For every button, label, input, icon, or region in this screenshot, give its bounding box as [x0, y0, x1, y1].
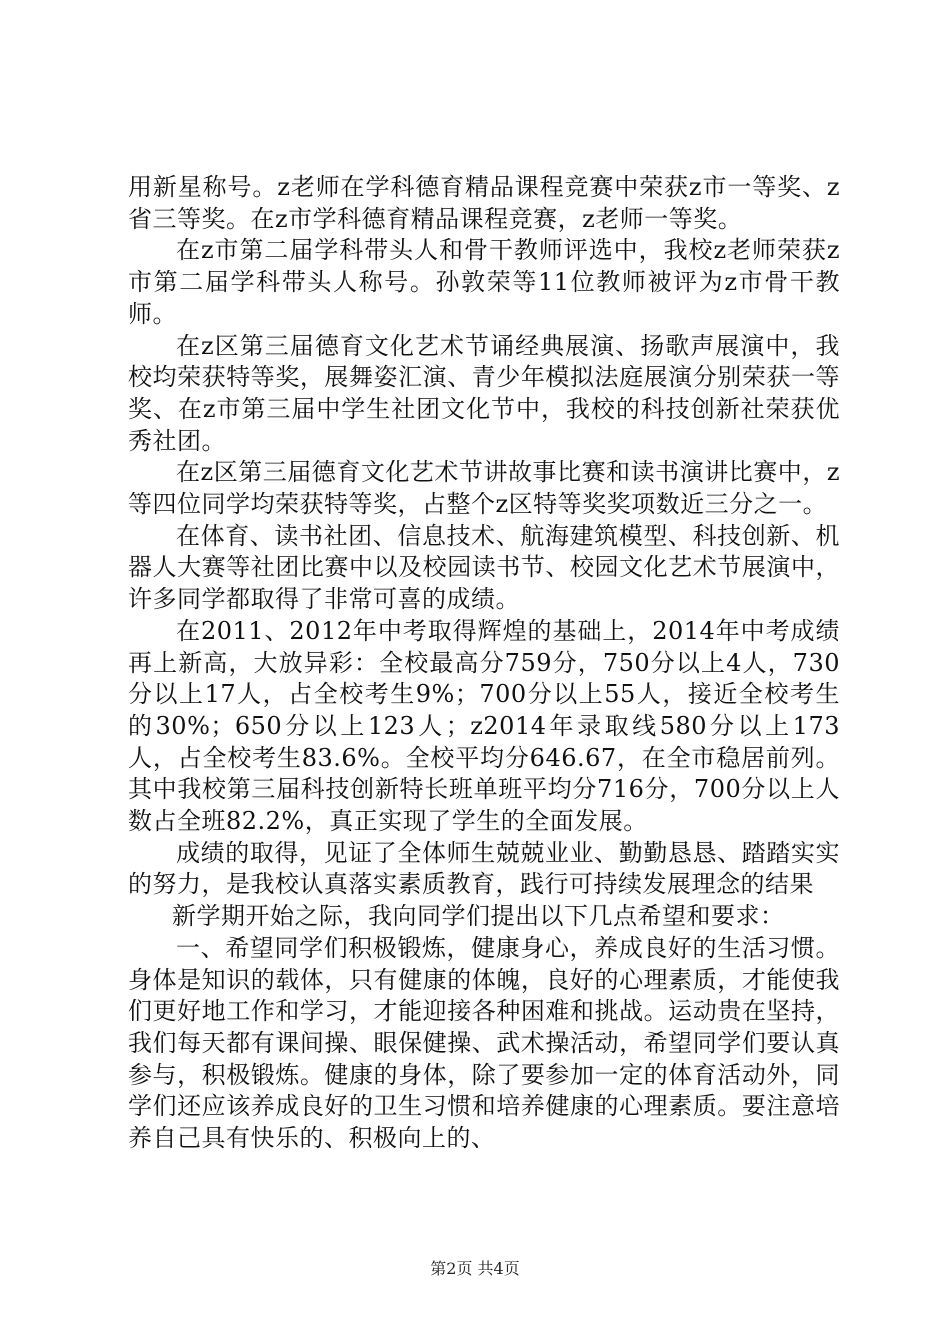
paragraph-4: 在z区第三届德育文化艺术节讲故事比赛和读书演讲比赛中，z等四位同学均荣获特等奖，占整个z区特等奖奖项数近三分之一。 [128, 458, 840, 519]
paragraph-1: 用新星称号。z老师在学科德育精品课程竞赛中荣获z市一等奖、z省三等奖。在z市学科德育精品课程竞赛，z老师一等奖。 [128, 173, 840, 233]
paragraph-7: 成绩的取得，见证了全体师生兢兢业业、勤勤恳恳、踏踏实实的努力，是我校认真落实素质教育，践行可持续发展理念的结果 [128, 838, 840, 899]
paragraph-2: 在z市第二届学科带头人和骨干教师评选中，我校z老师荣获z市第二届学科带头人称号。孙敦荣等11位教师被评为z市骨干教师。 [128, 236, 840, 328]
paragraph-3: 在z区第三届德育文化艺术节诵经典展演、扬歌声展演中，我校均荣获特等奖，展舞姿汇演、青少年模拟法庭展演分别荣获一等奖、在z市第三届中学生社团文化节中，我校的科技创新社荣获优秀社团。 [128, 331, 840, 455]
paragraph-9: 一、希望同学们积极锻炼，健康身心，养成良好的生活习惯。身体是知识的载体，只有健康的体魄，良好的心理素质，才能使我们更好地工作和学习，才能迎接各种困难和挑战。运动贵在坚持，我们每天都有课间操、眼保健操、武术操活动，希望同学们要认真参与，积极锻炼。健康的身体，除了要参加一定的体育活动外，同学们还应该养成良好的卫生习惯和培养健康的心理素质。要注意培养自己具有快乐的、积极向上的、 [128, 933, 840, 1153]
paragraph-5: 在体育、读书社团、信息技术、航海建筑模型、科技创新、机器人大赛等社团比赛中以及校园读书节、校园文化艺术节展演中，许多同学都取得了非常可喜的成绩。 [128, 521, 840, 614]
paragraph-8: 新学期开始之际，我向同学们提出以下几点希望和要求： [172, 902, 785, 931]
paragraph-6: 在2011、2012年中考取得辉煌的基础上，2014年中考成绩再上新高，大放异彩：全校最高分759分，750分以上4人，730分以上17人，占全校考生9%；700分以上55人，接近全校考生的30%；650分以上123人；z2014年录取线580分以上173人，占全校考生83.6%。全校平均分646.67，在全市稳居前列。其中我校第三届科技创新特长班单班平均分716分，700分以上人数占全班82.2%，真正实现了学生的全面发展。 [128, 616, 840, 836]
document-body [128, 172, 840, 1155]
page-number-footer: 第2页 共4页 [430, 1259, 520, 1278]
